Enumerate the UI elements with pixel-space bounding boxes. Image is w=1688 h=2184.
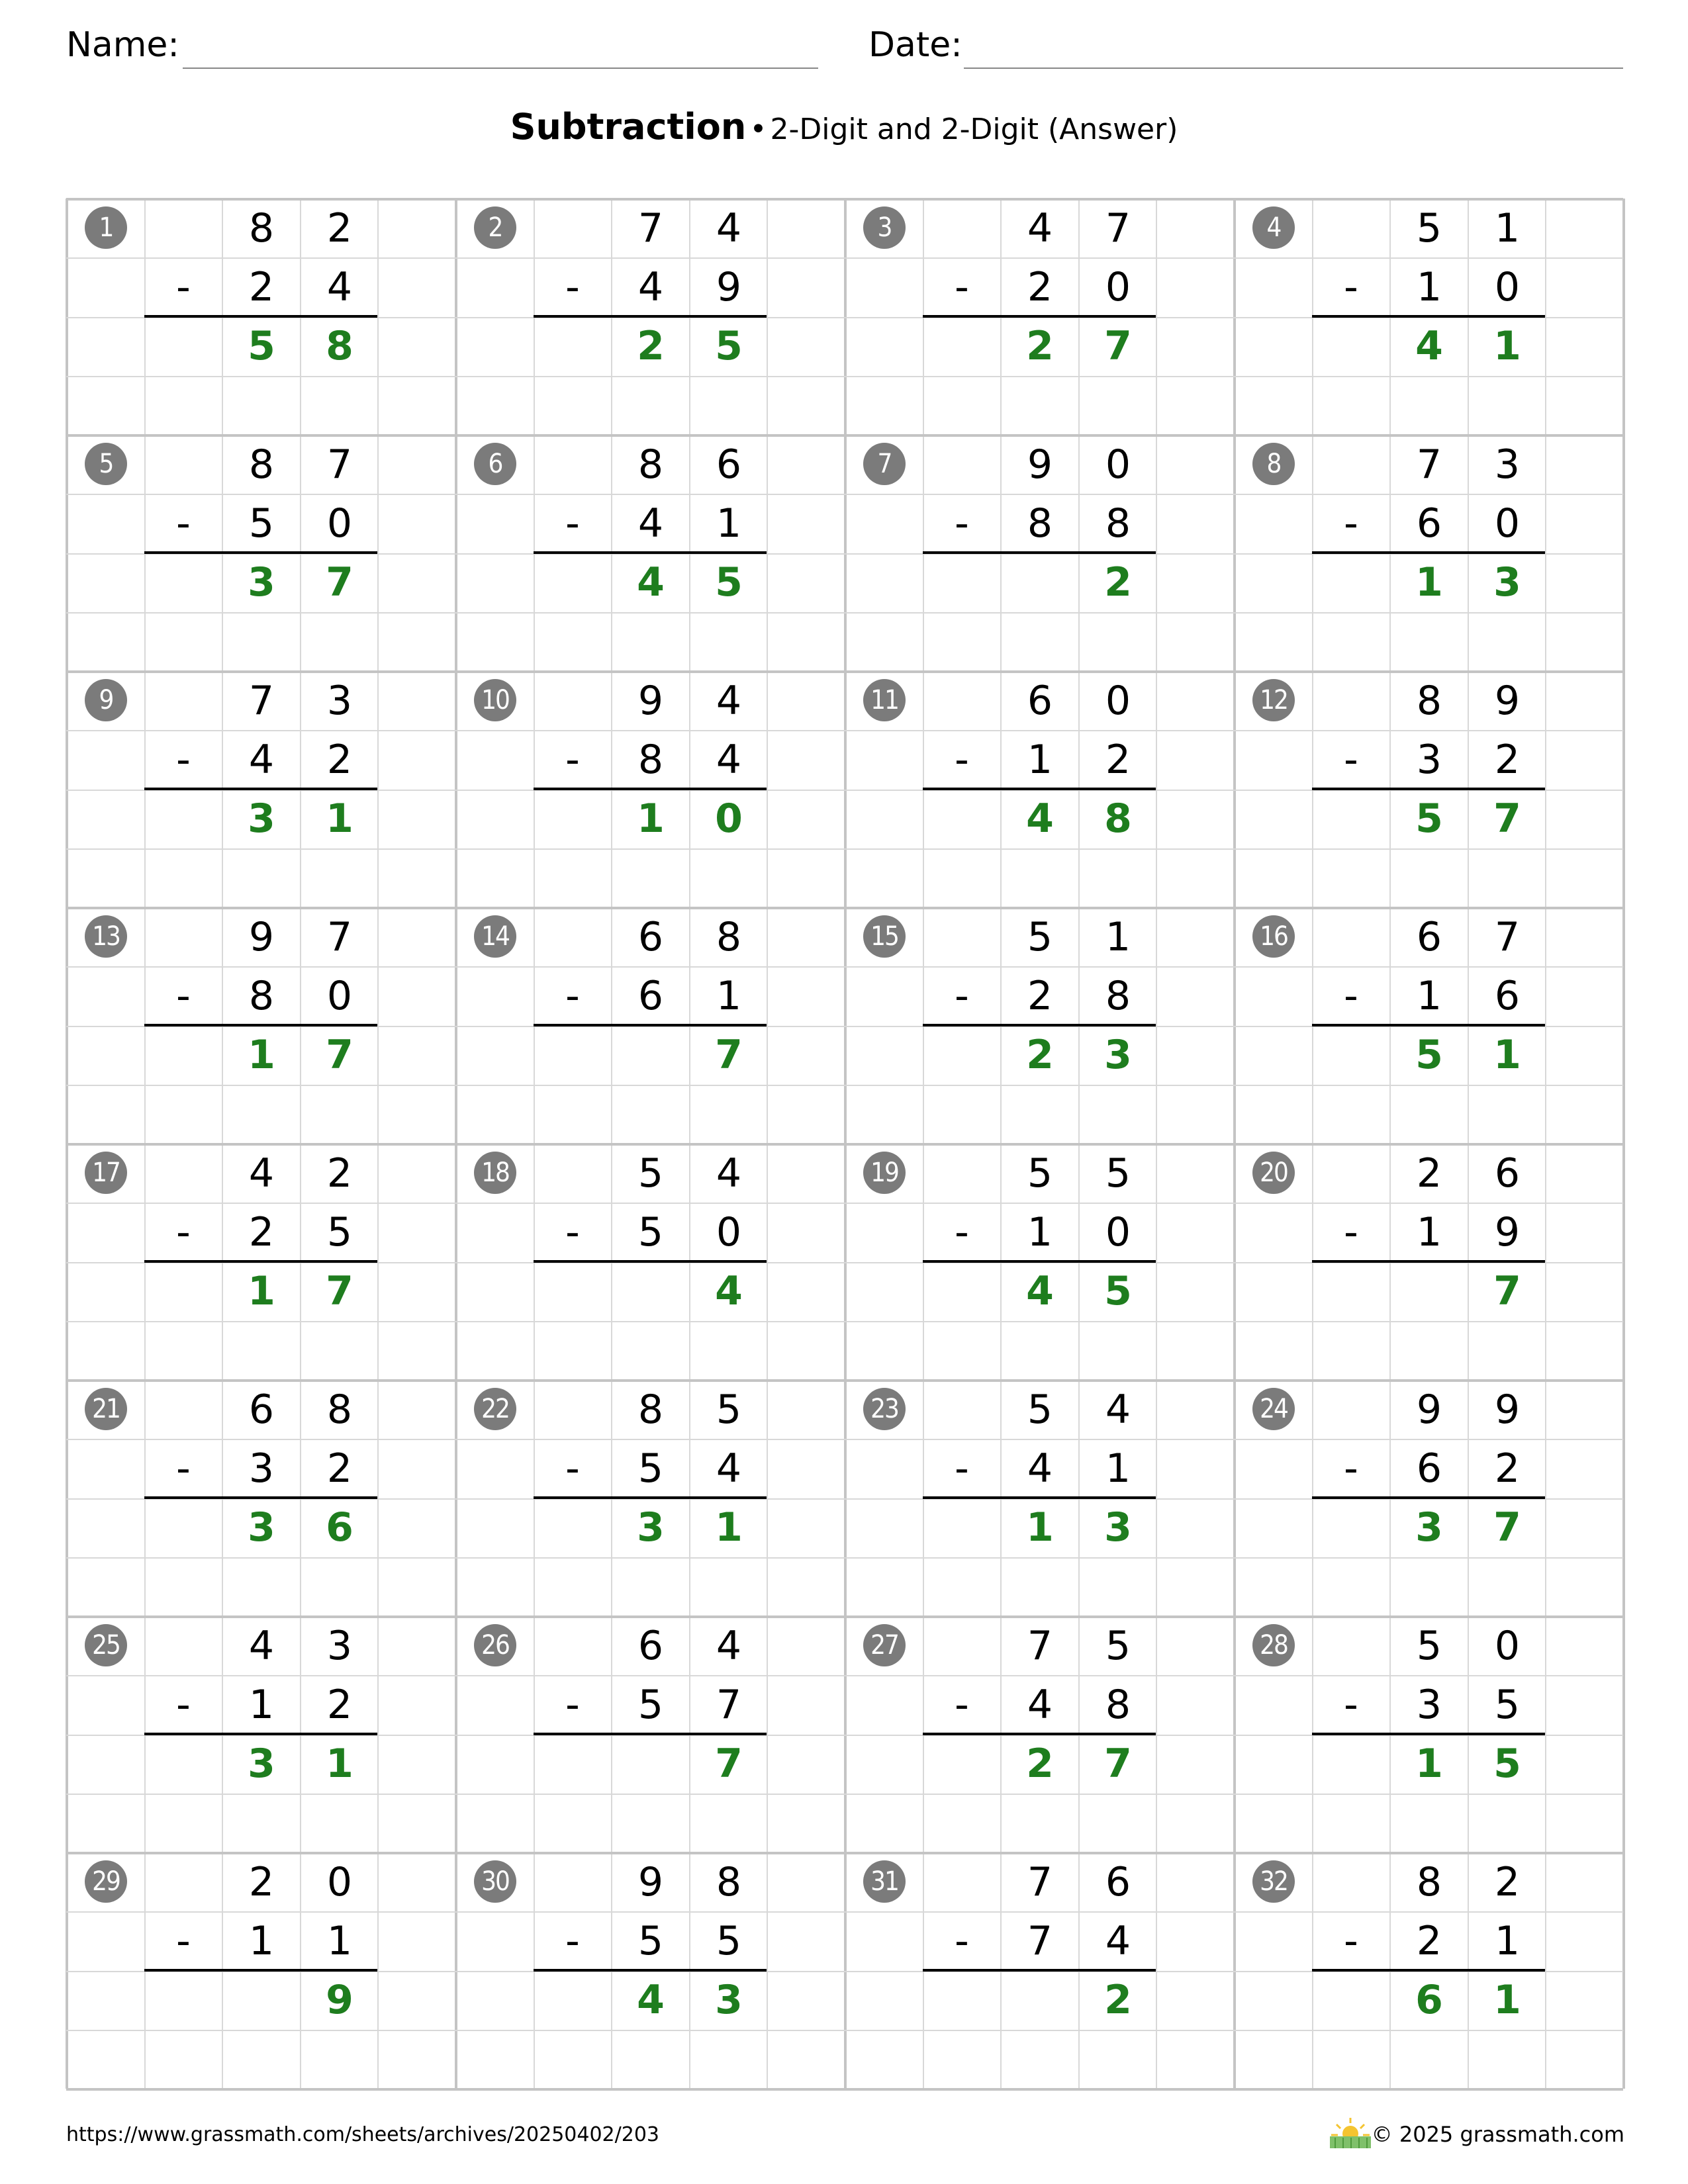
subtrahend-tens-digit: 8 (248, 973, 275, 1019)
problem-number-badge: 30 (474, 1860, 516, 1903)
subtrahend-ones-digit: 2 (326, 737, 353, 783)
problem-number-badge: 25 (85, 1624, 127, 1666)
minuend-ones-digit: 4 (716, 678, 742, 724)
answer-ones-digit: 3 (1104, 1032, 1132, 1078)
minus-sign: - (955, 500, 969, 547)
minus-sign: - (1344, 1445, 1358, 1492)
minus-sign: - (176, 264, 191, 310)
subtrahend-tens-digit: 4 (248, 737, 275, 783)
answer-ones-digit: 2 (1104, 1977, 1132, 2023)
subtrahend-tens-digit: 2 (1027, 973, 1053, 1019)
title-subtitle: 2-Digit and 2-Digit (Answer) (770, 113, 1178, 146)
problem-27 (845, 1616, 1234, 1852)
subtrahend-tens-digit: 6 (637, 973, 664, 1019)
problem-number-badge: 21 (85, 1388, 127, 1430)
subtrahend-tens-digit: 4 (1027, 1445, 1053, 1492)
problem-2 (455, 199, 845, 435)
minuend-tens-digit: 7 (637, 205, 664, 251)
minuend-tens-digit: 4 (248, 1150, 275, 1197)
minus-sign: - (1344, 973, 1358, 1019)
subtrahend-tens-digit: 4 (637, 500, 664, 547)
minuend-tens-digit: 8 (248, 205, 275, 251)
answer-ones-digit: 0 (715, 796, 743, 842)
subtrahend-tens-digit: 1 (1027, 737, 1053, 783)
problem-number-badge: 9 (85, 679, 127, 721)
worksheet-title (0, 106, 1688, 148)
answer-tens-digit: 1 (1026, 1504, 1054, 1551)
minuend-ones-digit: 3 (1494, 441, 1521, 488)
problem-number-badge: 12 (1252, 679, 1295, 721)
minuend-ones-digit: 1 (1105, 914, 1131, 960)
minus-sign: - (565, 264, 580, 310)
subtrahend-ones-digit: 0 (1105, 264, 1131, 310)
minuend-tens-digit: 2 (248, 1859, 275, 1905)
problem-number-badge: 20 (1252, 1152, 1295, 1194)
problem-9 (66, 671, 455, 907)
sun-over-grass-icon (1327, 2115, 1374, 2148)
minus-sign: - (1344, 1209, 1358, 1255)
date-label: Date: (868, 25, 962, 65)
subtrahend-tens-digit: 1 (1416, 973, 1442, 1019)
problem-number-badge: 7 (863, 443, 906, 485)
problem-26 (455, 1616, 845, 1852)
subtrahend-ones-digit: 9 (1494, 1209, 1521, 1255)
title-separator: • (749, 113, 767, 146)
minuend-ones-digit: 2 (326, 205, 353, 251)
answer-ones-digit: 1 (326, 1741, 353, 1787)
answer-ones-digit: 1 (1493, 1032, 1521, 1078)
minus-sign: - (176, 1918, 191, 1964)
date-field-line[interactable] (964, 68, 1623, 69)
minus-sign: - (565, 1918, 580, 1964)
minus-sign: - (176, 737, 191, 783)
answer-ones-digit: 7 (715, 1032, 743, 1078)
minuend-ones-digit: 9 (1494, 1387, 1521, 1433)
minuend-tens-digit: 2 (1416, 1150, 1442, 1197)
minuend-tens-digit: 9 (1416, 1387, 1442, 1433)
subtrahend-ones-digit: 2 (1105, 737, 1131, 783)
minuend-ones-digit: 7 (326, 914, 353, 960)
subtrahend-ones-digit: 0 (326, 973, 353, 1019)
minus-sign: - (1344, 1918, 1358, 1964)
minus-sign: - (176, 973, 191, 1019)
minuend-ones-digit: 1 (1494, 205, 1521, 251)
answer-ones-digit: 5 (715, 323, 743, 369)
minus-sign: - (1344, 264, 1358, 310)
minuend-ones-digit: 4 (1105, 1387, 1131, 1433)
problem-1 (66, 199, 455, 435)
minuend-tens-digit: 5 (637, 1150, 664, 1197)
answer-ones-digit: 3 (1104, 1504, 1132, 1551)
answer-tens-digit: 1 (637, 796, 665, 842)
minus-sign: - (1344, 1682, 1358, 1728)
problem-number-badge: 11 (863, 679, 906, 721)
answer-ones-digit: 3 (1493, 559, 1521, 606)
name-label: Name: (66, 25, 179, 65)
problem-number-badge: 1 (85, 206, 127, 249)
answer-ones-digit: 1 (1493, 323, 1521, 369)
minuend-tens-digit: 5 (1027, 1150, 1053, 1197)
minuend-ones-digit: 4 (716, 1623, 742, 1669)
problem-number-badge: 18 (474, 1152, 516, 1194)
answer-ones-digit: 5 (715, 559, 743, 606)
minuend-tens-digit: 9 (637, 1859, 664, 1905)
subtrahend-ones-digit: 1 (326, 1918, 353, 1964)
minuend-ones-digit: 3 (326, 678, 353, 724)
subtrahend-ones-digit: 2 (326, 1445, 353, 1492)
problem-number-badge: 16 (1252, 915, 1295, 958)
answer-tens-digit: 3 (248, 1504, 275, 1551)
problem-28 (1234, 1616, 1623, 1852)
subtrahend-tens-digit: 2 (1416, 1918, 1442, 1964)
answer-ones-digit: 1 (1493, 1977, 1521, 2023)
problem-number-badge: 5 (85, 443, 127, 485)
problem-7 (845, 435, 1234, 671)
subtrahend-tens-digit: 5 (637, 1209, 664, 1255)
minuend-tens-digit: 9 (1027, 441, 1053, 488)
minuend-ones-digit: 7 (1105, 205, 1131, 251)
minuend-tens-digit: 5 (1027, 1387, 1053, 1433)
subtrahend-ones-digit: 2 (1494, 737, 1521, 783)
problem-number-badge: 28 (1252, 1624, 1295, 1666)
minuend-tens-digit: 5 (1416, 205, 1442, 251)
subtrahend-tens-digit: 2 (248, 1209, 275, 1255)
subtrahend-ones-digit: 2 (326, 1682, 353, 1728)
subtrahend-ones-digit: 4 (716, 737, 742, 783)
problem-21 (66, 1380, 455, 1616)
minuend-tens-digit: 9 (637, 678, 664, 724)
answer-tens-digit: 4 (637, 1977, 665, 2023)
answer-ones-digit: 7 (1493, 1268, 1521, 1314)
minus-sign: - (955, 264, 969, 310)
answer-tens-digit: 2 (637, 323, 665, 369)
minus-sign: - (1344, 500, 1358, 547)
minuend-ones-digit: 0 (326, 1859, 353, 1905)
answer-tens-digit: 2 (1026, 323, 1054, 369)
minuend-ones-digit: 0 (1494, 1623, 1521, 1669)
subtrahend-tens-digit: 5 (248, 500, 275, 547)
minuend-ones-digit: 7 (1494, 914, 1521, 960)
subtrahend-ones-digit: 5 (1494, 1682, 1521, 1728)
subtrahend-tens-digit: 7 (1027, 1918, 1053, 1964)
answer-ones-digit: 2 (1104, 559, 1132, 606)
answer-tens-digit: 4 (1026, 1268, 1054, 1314)
minuend-ones-digit: 8 (326, 1387, 353, 1433)
minuend-tens-digit: 8 (248, 441, 275, 488)
answer-ones-digit: 7 (326, 1032, 353, 1078)
minus-sign: - (565, 500, 580, 547)
answer-ones-digit: 7 (1104, 1741, 1132, 1787)
problem-13 (66, 907, 455, 1144)
minus-sign: - (176, 1209, 191, 1255)
problem-31 (845, 1852, 1234, 2089)
problem-number-badge: 3 (863, 206, 906, 249)
answer-ones-digit: 8 (326, 323, 353, 369)
minuend-tens-digit: 6 (1027, 678, 1053, 724)
problem-number-badge: 8 (1252, 443, 1295, 485)
subtrahend-ones-digit: 4 (1105, 1918, 1131, 1964)
minus-sign: - (565, 1445, 580, 1492)
subtrahend-tens-digit: 2 (1027, 264, 1053, 310)
subtrahend-ones-digit: 0 (1494, 264, 1521, 310)
answer-ones-digit: 7 (1493, 796, 1521, 842)
answer-ones-digit: 3 (715, 1977, 743, 2023)
answer-ones-digit: 5 (1104, 1268, 1132, 1314)
answer-tens-digit: 3 (248, 559, 275, 606)
answer-ones-digit: 6 (326, 1504, 353, 1551)
problem-20 (1234, 1144, 1623, 1380)
subtrahend-ones-digit: 8 (1105, 973, 1131, 1019)
problem-19 (845, 1144, 1234, 1380)
answer-tens-digit: 1 (248, 1032, 275, 1078)
subtrahend-ones-digit: 1 (1494, 1918, 1521, 1964)
subtrahend-tens-digit: 3 (1416, 737, 1442, 783)
subtrahend-tens-digit: 2 (248, 264, 275, 310)
problem-number-badge: 24 (1252, 1388, 1295, 1430)
minuend-tens-digit: 7 (1027, 1623, 1053, 1669)
answer-ones-digit: 8 (1104, 796, 1132, 842)
answer-ones-digit: 1 (715, 1504, 743, 1551)
title-main: Subtraction (510, 106, 747, 148)
answer-tens-digit: 2 (1026, 1741, 1054, 1787)
subtrahend-tens-digit: 1 (1027, 1209, 1053, 1255)
minus-sign: - (955, 1209, 969, 1255)
answer-ones-digit: 4 (715, 1268, 743, 1314)
subtrahend-tens-digit: 1 (1416, 264, 1442, 310)
minuend-tens-digit: 8 (1416, 678, 1442, 724)
answer-tens-digit: 4 (1026, 796, 1054, 842)
problem-11 (845, 671, 1234, 907)
minuend-ones-digit: 0 (1105, 441, 1131, 488)
minus-sign: - (176, 1682, 191, 1728)
minuend-tens-digit: 8 (637, 441, 664, 488)
minus-sign: - (1344, 737, 1358, 783)
minuend-ones-digit: 4 (716, 1150, 742, 1197)
problem-grid (66, 199, 1623, 2089)
minus-sign: - (176, 1445, 191, 1492)
answer-tens-digit: 5 (1415, 796, 1443, 842)
problem-number-badge: 4 (1252, 206, 1295, 249)
problem-number-badge: 23 (863, 1388, 906, 1430)
problem-number-badge: 17 (85, 1152, 127, 1194)
subtrahend-ones-digit: 5 (326, 1209, 353, 1255)
minuend-tens-digit: 8 (1416, 1859, 1442, 1905)
problem-18 (455, 1144, 845, 1380)
subtrahend-tens-digit: 1 (248, 1918, 275, 1964)
minuend-ones-digit: 8 (716, 914, 742, 960)
minus-sign: - (176, 500, 191, 547)
subtrahend-tens-digit: 3 (1416, 1682, 1442, 1728)
subtrahend-ones-digit: 9 (716, 264, 742, 310)
answer-tens-digit: 1 (248, 1268, 275, 1314)
problem-number-badge: 32 (1252, 1860, 1295, 1903)
minuend-ones-digit: 5 (1105, 1150, 1131, 1197)
answer-tens-digit: 1 (1415, 559, 1443, 606)
problem-16 (1234, 907, 1623, 1144)
minuend-tens-digit: 5 (1027, 914, 1053, 960)
minuend-tens-digit: 4 (1027, 205, 1053, 251)
answer-tens-digit: 3 (248, 1741, 275, 1787)
subtrahend-tens-digit: 6 (1416, 500, 1442, 547)
problem-17 (66, 1144, 455, 1380)
minuend-ones-digit: 2 (1494, 1859, 1521, 1905)
answer-tens-digit: 3 (248, 796, 275, 842)
minuend-ones-digit: 7 (326, 441, 353, 488)
minuend-tens-digit: 6 (637, 1623, 664, 1669)
minuend-ones-digit: 5 (1105, 1623, 1131, 1669)
problem-3 (845, 199, 1234, 435)
subtrahend-tens-digit: 6 (1416, 1445, 1442, 1492)
subtrahend-tens-digit: 5 (637, 1682, 664, 1728)
subtrahend-ones-digit: 1 (1105, 1445, 1131, 1492)
minuend-tens-digit: 6 (1416, 914, 1442, 960)
answer-ones-digit: 1 (326, 796, 353, 842)
minuend-tens-digit: 9 (248, 914, 275, 960)
footer-url[interactable]: https://www.grassmath.com/sheets/archives/20250402/203 (66, 2123, 660, 2146)
subtrahend-tens-digit: 8 (1027, 500, 1053, 547)
answer-tens-digit: 5 (1415, 1032, 1443, 1078)
problem-15 (845, 907, 1234, 1144)
subtrahend-ones-digit: 4 (326, 264, 353, 310)
problem-number-badge: 26 (474, 1624, 516, 1666)
answer-tens-digit: 3 (637, 1504, 665, 1551)
subtrahend-ones-digit: 1 (716, 973, 742, 1019)
minuend-tens-digit: 7 (248, 678, 275, 724)
answer-tens-digit: 6 (1415, 1977, 1443, 2023)
subtrahend-tens-digit: 5 (637, 1445, 664, 1492)
problem-number-badge: 19 (863, 1152, 906, 1194)
subtrahend-ones-digit: 1 (716, 500, 742, 547)
subtrahend-ones-digit: 0 (1494, 500, 1521, 547)
minus-sign: - (955, 1445, 969, 1492)
subtrahend-ones-digit: 6 (1494, 973, 1521, 1019)
name-field-line[interactable] (183, 68, 818, 69)
problem-12 (1234, 671, 1623, 907)
problem-6 (455, 435, 845, 671)
problem-number-badge: 27 (863, 1624, 906, 1666)
minuend-ones-digit: 9 (1494, 678, 1521, 724)
problem-23 (845, 1380, 1234, 1616)
subtrahend-tens-digit: 1 (248, 1682, 275, 1728)
minuend-tens-digit: 6 (248, 1387, 275, 1433)
answer-ones-digit: 5 (1493, 1741, 1521, 1787)
answer-tens-digit: 4 (1415, 323, 1443, 369)
subtrahend-ones-digit: 5 (716, 1918, 742, 1964)
minus-sign: - (565, 737, 580, 783)
minuend-ones-digit: 6 (716, 441, 742, 488)
minuend-ones-digit: 2 (326, 1150, 353, 1197)
minus-sign: - (955, 737, 969, 783)
minuend-ones-digit: 5 (716, 1387, 742, 1433)
answer-ones-digit: 7 (326, 1268, 353, 1314)
minuend-ones-digit: 6 (1494, 1150, 1521, 1197)
answer-ones-digit: 7 (715, 1741, 743, 1787)
subtrahend-ones-digit: 0 (326, 500, 353, 547)
problem-14 (455, 907, 845, 1144)
minus-sign: - (955, 1682, 969, 1728)
subtrahend-tens-digit: 8 (637, 737, 664, 783)
problem-number-badge: 22 (474, 1388, 516, 1430)
minuend-tens-digit: 5 (1416, 1623, 1442, 1669)
answer-ones-digit: 9 (326, 1977, 353, 2023)
subtrahend-tens-digit: 5 (637, 1918, 664, 1964)
subtrahend-tens-digit: 4 (1027, 1682, 1053, 1728)
problem-number-badge: 2 (474, 206, 516, 249)
answer-tens-digit: 5 (248, 323, 275, 369)
minus-sign: - (565, 1682, 580, 1728)
answer-tens-digit: 4 (637, 559, 665, 606)
subtrahend-ones-digit: 8 (1105, 1682, 1131, 1728)
answer-tens-digit: 1 (1415, 1741, 1443, 1787)
minuend-tens-digit: 4 (248, 1623, 275, 1669)
problem-24 (1234, 1380, 1623, 1616)
subtrahend-ones-digit: 0 (1105, 1209, 1131, 1255)
problem-4 (1234, 199, 1623, 435)
minuend-tens-digit: 7 (1416, 441, 1442, 488)
answer-ones-digit: 7 (1104, 323, 1132, 369)
minus-sign: - (955, 1918, 969, 1964)
answer-tens-digit: 3 (1415, 1504, 1443, 1551)
problem-number-badge: 6 (474, 443, 516, 485)
subtrahend-ones-digit: 8 (1105, 500, 1131, 547)
minuend-tens-digit: 7 (1027, 1859, 1053, 1905)
minuend-ones-digit: 0 (1105, 678, 1131, 724)
minuend-ones-digit: 4 (716, 205, 742, 251)
minuend-ones-digit: 8 (716, 1859, 742, 1905)
answer-tens-digit: 2 (1026, 1032, 1054, 1078)
subtrahend-ones-digit: 0 (716, 1209, 742, 1255)
problem-25 (66, 1616, 455, 1852)
problem-number-badge: 13 (85, 915, 127, 958)
problem-32 (1234, 1852, 1623, 2089)
minus-sign: - (565, 973, 580, 1019)
problem-29 (66, 1852, 455, 2089)
answer-ones-digit: 7 (1493, 1504, 1521, 1551)
footer-copyright: © 2025 grassmath.com (1371, 2122, 1624, 2147)
problem-8 (1234, 435, 1623, 671)
problem-22 (455, 1380, 845, 1616)
subtrahend-ones-digit: 7 (716, 1682, 742, 1728)
answer-ones-digit: 7 (326, 559, 353, 606)
minuend-tens-digit: 8 (637, 1387, 664, 1433)
minuend-tens-digit: 6 (637, 914, 664, 960)
minuend-ones-digit: 6 (1105, 1859, 1131, 1905)
minuend-ones-digit: 3 (326, 1623, 353, 1669)
problem-number-badge: 29 (85, 1860, 127, 1903)
problem-number-badge: 10 (474, 679, 516, 721)
problem-10 (455, 671, 845, 907)
problem-number-badge: 15 (863, 915, 906, 958)
problem-5 (66, 435, 455, 671)
subtrahend-ones-digit: 4 (716, 1445, 742, 1492)
subtrahend-tens-digit: 3 (248, 1445, 275, 1492)
subtrahend-tens-digit: 4 (637, 264, 664, 310)
problem-number-badge: 31 (863, 1860, 906, 1903)
subtrahend-ones-digit: 2 (1494, 1445, 1521, 1492)
problem-30 (455, 1852, 845, 2089)
minus-sign: - (565, 1209, 580, 1255)
minus-sign: - (955, 973, 969, 1019)
subtrahend-tens-digit: 1 (1416, 1209, 1442, 1255)
problem-number-badge: 14 (474, 915, 516, 958)
